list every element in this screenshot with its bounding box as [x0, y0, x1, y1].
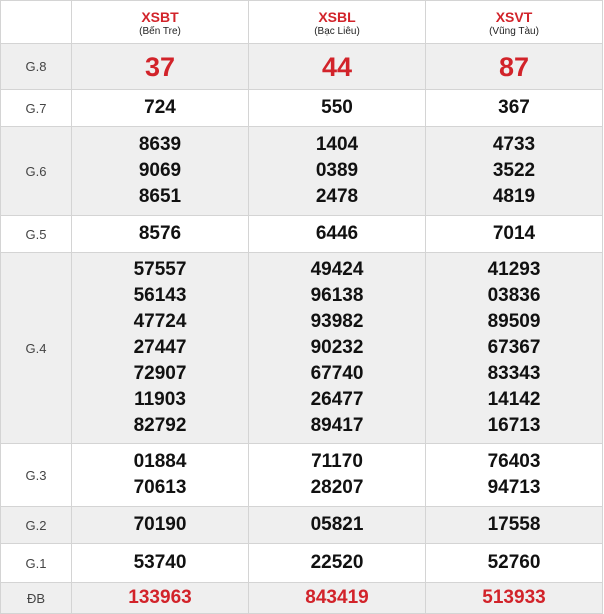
prize-number: 7014	[492, 223, 536, 244]
prize-number: 513933	[482, 587, 546, 608]
prize-number: 14142	[487, 389, 541, 410]
prize-number: 70190	[133, 514, 187, 535]
prize-number: 05821	[310, 514, 364, 535]
prize-cell	[72, 216, 249, 253]
prize-cell	[426, 90, 603, 127]
prize-number: 70613	[133, 477, 187, 498]
prize-label: G.4	[1, 253, 72, 444]
prize-number: 37	[144, 51, 176, 82]
prize-number: 87	[498, 51, 530, 82]
prize-label: G.8	[1, 44, 72, 90]
province-header	[72, 1, 249, 44]
prize-number: 4733	[492, 134, 536, 155]
prize-cell	[426, 127, 603, 216]
prize-number: 82792	[133, 415, 187, 436]
prize-row-g5	[1, 216, 603, 253]
prize-number: 67740	[310, 363, 364, 384]
prize-number: 52760	[487, 552, 541, 573]
prize-cell	[249, 444, 426, 507]
prize-cell	[72, 507, 249, 544]
prize-number: 53740	[133, 552, 187, 573]
province-code[interactable]: XSBT	[141, 8, 179, 25]
prize-number: 41293	[487, 259, 541, 280]
prize-number: 843419	[305, 587, 369, 608]
prize-label: G.3	[1, 444, 72, 507]
prize-cell	[249, 507, 426, 544]
prize-number: 6446	[315, 223, 359, 244]
prize-number: 0389	[315, 160, 359, 181]
prize-label: G.5	[1, 216, 72, 253]
province-code[interactable]: XSVT	[495, 8, 533, 25]
prize-number: 76403	[487, 451, 541, 472]
prize-number: 8639	[138, 134, 182, 155]
prize-cell	[426, 444, 603, 507]
prize-cell	[426, 544, 603, 583]
prize-cell	[426, 507, 603, 544]
province-name: (Vũng Tàu)	[489, 25, 539, 37]
prize-row-g8	[1, 44, 603, 90]
prize-number: 71170	[311, 451, 363, 472]
prize-label: G.2	[1, 507, 72, 544]
prize-number: 44	[321, 51, 353, 82]
prize-cell	[426, 44, 603, 90]
prize-number: 94713	[487, 477, 541, 498]
prize-number: 9069	[138, 160, 182, 181]
prize-number: 57557	[133, 259, 187, 280]
prize-cell	[249, 583, 426, 614]
prize-number: 27447	[133, 337, 187, 358]
province-header	[249, 1, 426, 44]
prize-row-g3	[1, 444, 603, 507]
prize-number: 550	[321, 97, 353, 118]
prize-row-g1	[1, 544, 603, 583]
prize-number: 96138	[310, 285, 364, 306]
prize-label: G.6	[1, 127, 72, 216]
prize-number: 11903	[134, 389, 186, 410]
prize-number: 367	[498, 97, 530, 118]
prize-number: 2478	[315, 186, 359, 207]
prize-number: 67367	[487, 337, 541, 358]
prize-cell	[426, 253, 603, 444]
prize-number: 03836	[487, 285, 541, 306]
prize-cell	[426, 216, 603, 253]
prize-number: 8651	[138, 186, 182, 207]
prize-cell	[72, 583, 249, 614]
prize-label: G.1	[1, 544, 72, 583]
prize-cell	[249, 127, 426, 216]
prize-number: 8576	[138, 223, 182, 244]
prize-number: 17558	[487, 514, 541, 535]
prize-number: 90232	[310, 337, 364, 358]
prize-cell	[72, 127, 249, 216]
province-name: (Bến Tre)	[139, 25, 181, 37]
prize-number: 93982	[310, 311, 364, 332]
prize-number: 133963	[128, 587, 192, 608]
header-corner	[1, 1, 72, 44]
prize-row-g6	[1, 127, 603, 216]
prize-number: 83343	[487, 363, 541, 384]
prize-cell	[249, 253, 426, 444]
prize-number: 56143	[133, 285, 187, 306]
prize-cell	[72, 544, 249, 583]
prize-cell	[72, 90, 249, 127]
prize-number: 89417	[310, 415, 364, 436]
prize-cell	[249, 44, 426, 90]
prize-row-db	[1, 583, 603, 614]
province-code[interactable]: XSBL	[318, 8, 356, 25]
prize-number: 01884	[133, 451, 187, 472]
province-header	[426, 1, 603, 44]
prize-row-g2	[1, 507, 603, 544]
prize-number: 72907	[133, 363, 187, 384]
prize-cell	[426, 583, 603, 614]
prize-number: 49424	[310, 259, 364, 280]
prize-cell	[72, 444, 249, 507]
prize-number: 3522	[492, 160, 536, 181]
prize-number: 724	[144, 97, 176, 118]
prize-label: G.7	[1, 90, 72, 127]
prize-number: 16713	[487, 415, 541, 436]
header-row	[1, 1, 603, 44]
prize-cell	[249, 544, 426, 583]
prize-label: ĐB	[1, 583, 72, 614]
province-name: (Bạc Liêu)	[314, 25, 360, 37]
prize-number: 28207	[310, 477, 364, 498]
prize-number: 89509	[487, 311, 541, 332]
prize-number: 1404	[315, 134, 359, 155]
prize-number: 4819	[492, 186, 536, 207]
prize-cell	[249, 90, 426, 127]
prize-cell	[249, 216, 426, 253]
prize-number: 26477	[310, 389, 364, 410]
prize-number: 47724	[133, 311, 187, 332]
prize-row-g4	[1, 253, 603, 444]
prize-cell	[72, 44, 249, 90]
prize-number: 22520	[310, 552, 364, 573]
prize-row-g7	[1, 90, 603, 127]
prize-cell	[72, 253, 249, 444]
